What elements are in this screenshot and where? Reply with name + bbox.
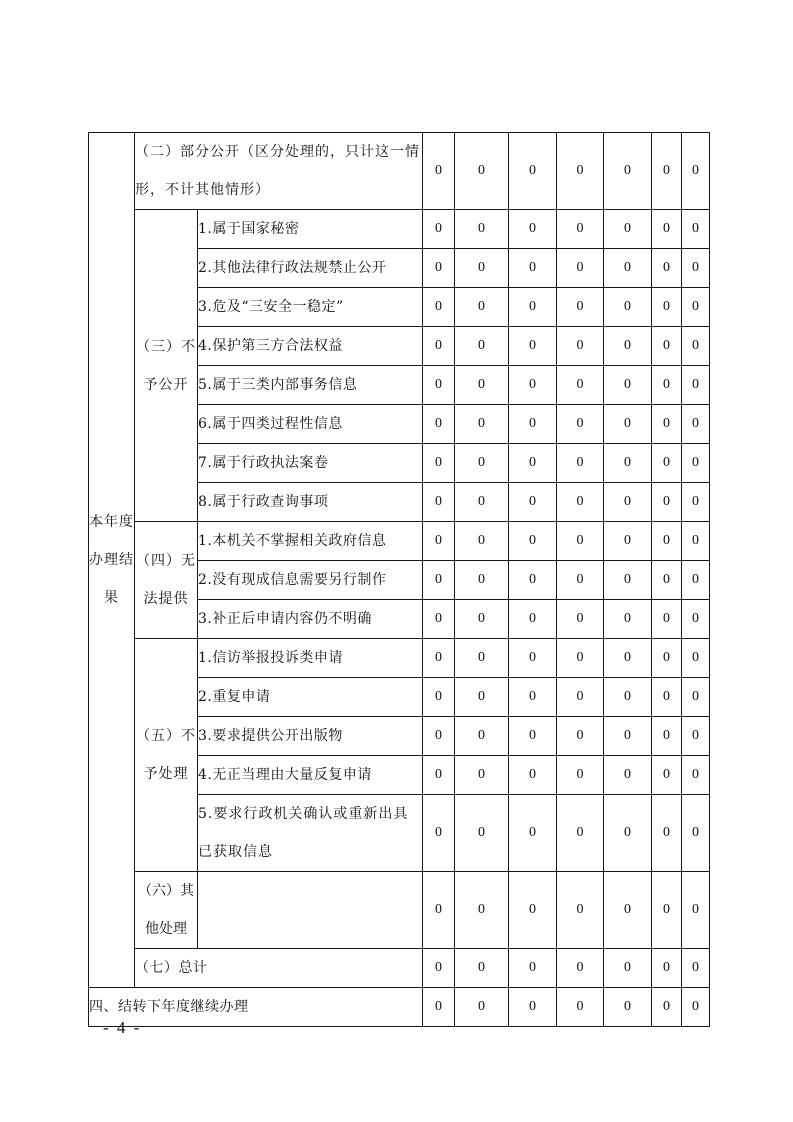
- value-cell: 0: [423, 600, 455, 639]
- other-processing-row: [89, 872, 710, 949]
- item-label: 7.属于行政执法案卷: [198, 444, 423, 483]
- value-cell: 0: [682, 444, 710, 483]
- value-cell: 0: [652, 872, 682, 949]
- value-cell: 0: [604, 483, 652, 522]
- value-cell: 0: [604, 133, 652, 210]
- value-cell: 0: [604, 678, 652, 717]
- value-cell: 0: [423, 444, 455, 483]
- value-cell: 0: [652, 483, 682, 522]
- value-cell: 0: [682, 678, 710, 717]
- value-cell: 0: [509, 249, 557, 288]
- item-label: 3.补正后申请内容仍不明确: [198, 600, 423, 639]
- value-cell: 0: [557, 717, 604, 756]
- value-cell: 0: [652, 678, 682, 717]
- value-cell: 0: [682, 133, 710, 210]
- value-cell: 0: [652, 561, 682, 600]
- value-cell: 0: [682, 639, 710, 678]
- value-cell: 0: [557, 795, 604, 872]
- value-cell: 0: [604, 795, 652, 872]
- value-cell: 0: [423, 717, 455, 756]
- value-cell: 0: [557, 988, 604, 1027]
- value-cell: 0: [604, 639, 652, 678]
- value-cell: 0: [455, 795, 509, 872]
- value-cell: 0: [509, 210, 557, 249]
- value-cell: 0: [509, 872, 557, 949]
- item-label: 6.属于四类过程性信息: [198, 405, 423, 444]
- value-cell: 0: [604, 405, 652, 444]
- value-cell: 0: [423, 561, 455, 600]
- value-cell: 0: [682, 210, 710, 249]
- value-cell: 0: [682, 600, 710, 639]
- disclosure-results-table: [88, 132, 710, 1027]
- total-row: [89, 949, 710, 988]
- value-cell: 0: [455, 327, 509, 366]
- value-cell: 0: [682, 327, 710, 366]
- group-item-row: [89, 522, 710, 561]
- value-cell: 0: [423, 483, 455, 522]
- carry-over-label: 四、结转下年度继续办理: [89, 988, 423, 1027]
- value-cell: 0: [455, 949, 509, 988]
- value-cell: 0: [604, 249, 652, 288]
- item-label: 2.没有现成信息需要另行制作: [198, 561, 423, 600]
- value-cell: 0: [557, 444, 604, 483]
- other-processing-label: （六）其他处理: [135, 872, 198, 949]
- value-cell: 0: [509, 327, 557, 366]
- section-label: 本年度办理结果: [89, 133, 135, 988]
- value-cell: 0: [455, 522, 509, 561]
- value-cell: 0: [682, 366, 710, 405]
- value-cell: 0: [652, 366, 682, 405]
- value-cell: 0: [455, 639, 509, 678]
- value-cell: 0: [557, 600, 604, 639]
- value-cell: 0: [604, 600, 652, 639]
- item-label: 3.要求提供公开出版物: [198, 717, 423, 756]
- value-cell: 0: [604, 988, 652, 1027]
- value-cell: 0: [682, 795, 710, 872]
- value-cell: 0: [604, 561, 652, 600]
- group-label: （四）无法提供: [135, 522, 198, 639]
- value-cell: 0: [509, 444, 557, 483]
- value-cell: 0: [604, 756, 652, 795]
- value-cell: 0: [509, 522, 557, 561]
- value-cell: 0: [455, 756, 509, 795]
- value-cell: 0: [455, 288, 509, 327]
- value-cell: 0: [557, 133, 604, 210]
- value-cell: 0: [682, 522, 710, 561]
- value-cell: 0: [557, 522, 604, 561]
- value-cell: 0: [557, 639, 604, 678]
- item-label: 4.保护第三方合法权益: [198, 327, 423, 366]
- value-cell: 0: [604, 210, 652, 249]
- value-cell: 0: [455, 988, 509, 1027]
- value-cell: 0: [455, 249, 509, 288]
- value-cell: 0: [652, 133, 682, 210]
- value-cell: 0: [423, 949, 455, 988]
- value-cell: 0: [682, 249, 710, 288]
- value-cell: 0: [509, 366, 557, 405]
- value-cell: 0: [604, 522, 652, 561]
- value-cell: 0: [652, 795, 682, 872]
- value-cell: 0: [557, 210, 604, 249]
- value-cell: 0: [652, 988, 682, 1027]
- value-cell: 0: [509, 756, 557, 795]
- value-cell: 0: [557, 561, 604, 600]
- group-label: （五）不予处理: [135, 639, 198, 872]
- empty-cell: [198, 872, 423, 949]
- item-label: 4.无正当理由大量反复申请: [198, 756, 423, 795]
- value-cell: 0: [652, 717, 682, 756]
- item-label: 1.信访举报投诉类申请: [198, 639, 423, 678]
- value-cell: 0: [652, 210, 682, 249]
- value-cell: 0: [557, 949, 604, 988]
- value-cell: 0: [682, 405, 710, 444]
- value-cell: 0: [557, 756, 604, 795]
- item-label: 1.本机关不掌握相关政府信息: [198, 522, 423, 561]
- value-cell: 0: [509, 405, 557, 444]
- value-cell: 0: [423, 795, 455, 872]
- value-cell: 0: [455, 483, 509, 522]
- value-cell: 0: [557, 327, 604, 366]
- value-cell: 0: [604, 949, 652, 988]
- value-cell: 0: [682, 872, 710, 949]
- value-cell: 0: [423, 988, 455, 1027]
- value-cell: 0: [652, 756, 682, 795]
- value-cell: 0: [604, 717, 652, 756]
- value-cell: 0: [652, 249, 682, 288]
- value-cell: 0: [652, 405, 682, 444]
- value-cell: 0: [423, 639, 455, 678]
- value-cell: 0: [682, 949, 710, 988]
- value-cell: 0: [455, 210, 509, 249]
- value-cell: 0: [455, 561, 509, 600]
- value-cell: 0: [455, 678, 509, 717]
- value-cell: 0: [652, 288, 682, 327]
- value-cell: 0: [455, 717, 509, 756]
- group-label: （三）不予公开: [135, 210, 198, 522]
- group-item-row: [89, 210, 710, 249]
- value-cell: 0: [557, 249, 604, 288]
- value-cell: 0: [682, 717, 710, 756]
- group-item-row: [89, 639, 710, 678]
- partial-public-row: [89, 133, 710, 210]
- value-cell: 0: [455, 405, 509, 444]
- value-cell: 0: [455, 133, 509, 210]
- value-cell: 0: [652, 522, 682, 561]
- value-cell: 0: [557, 288, 604, 327]
- value-cell: 0: [509, 949, 557, 988]
- value-cell: 0: [557, 872, 604, 949]
- value-cell: 0: [423, 522, 455, 561]
- value-cell: 0: [604, 288, 652, 327]
- value-cell: 0: [652, 327, 682, 366]
- value-cell: 0: [509, 988, 557, 1027]
- value-cell: 0: [682, 288, 710, 327]
- item-label: 3.危及“三安全一稳定”: [198, 288, 423, 327]
- value-cell: 0: [604, 444, 652, 483]
- page-number: - 4 -: [103, 1018, 142, 1037]
- value-cell: 0: [509, 639, 557, 678]
- item-label: 2.其他法律行政法规禁止公开: [198, 249, 423, 288]
- partial-public-label: （二）部分公开（区分处理的，只计这一情形，不计其他情形）: [135, 133, 423, 210]
- item-label: 2.重复申请: [198, 678, 423, 717]
- value-cell: 0: [423, 756, 455, 795]
- value-cell: 0: [557, 405, 604, 444]
- value-cell: 0: [423, 405, 455, 444]
- value-cell: 0: [455, 444, 509, 483]
- value-cell: 0: [509, 288, 557, 327]
- value-cell: 0: [423, 366, 455, 405]
- value-cell: 0: [423, 288, 455, 327]
- value-cell: 0: [557, 678, 604, 717]
- value-cell: 0: [509, 795, 557, 872]
- item-label: 5.属于三类内部事务信息: [198, 366, 423, 405]
- value-cell: 0: [604, 366, 652, 405]
- value-cell: 0: [682, 483, 710, 522]
- value-cell: 0: [509, 678, 557, 717]
- item-label: 1.属于国家秘密: [198, 210, 423, 249]
- value-cell: 0: [509, 600, 557, 639]
- item-label: 8.属于行政查询事项: [198, 483, 423, 522]
- value-cell: 0: [423, 210, 455, 249]
- value-cell: 0: [455, 872, 509, 949]
- value-cell: 0: [652, 639, 682, 678]
- value-cell: 0: [423, 678, 455, 717]
- value-cell: 0: [455, 366, 509, 405]
- value-cell: 0: [682, 988, 710, 1027]
- value-cell: 0: [509, 561, 557, 600]
- total-label: （七）总计: [135, 949, 423, 988]
- value-cell: 0: [652, 600, 682, 639]
- value-cell: 0: [604, 327, 652, 366]
- value-cell: 0: [423, 249, 455, 288]
- carry-over-row: [89, 988, 710, 1027]
- value-cell: 0: [557, 483, 604, 522]
- value-cell: 0: [509, 483, 557, 522]
- value-cell: 0: [509, 133, 557, 210]
- value-cell: 0: [682, 561, 710, 600]
- value-cell: 0: [557, 366, 604, 405]
- value-cell: 0: [423, 327, 455, 366]
- value-cell: 0: [604, 872, 652, 949]
- item-label: 5.要求行政机关确认或重新出具已获取信息: [198, 795, 423, 872]
- value-cell: 0: [682, 756, 710, 795]
- value-cell: 0: [509, 717, 557, 756]
- value-cell: 0: [423, 872, 455, 949]
- value-cell: 0: [423, 133, 455, 210]
- value-cell: 0: [652, 949, 682, 988]
- value-cell: 0: [455, 600, 509, 639]
- value-cell: 0: [652, 444, 682, 483]
